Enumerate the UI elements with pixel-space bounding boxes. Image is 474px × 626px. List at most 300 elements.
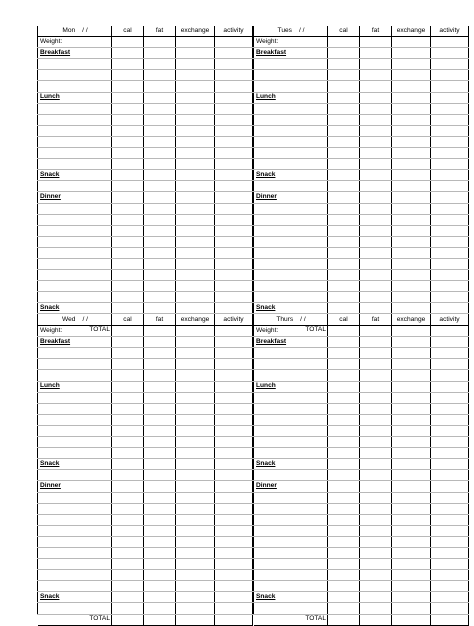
entry-cell[interactable]	[38, 125, 112, 136]
value-cell-fat[interactable]	[360, 181, 392, 192]
value-cell-fat[interactable]	[360, 258, 392, 269]
value-cell-fat[interactable]	[144, 425, 176, 436]
value-cell-exchange[interactable]	[176, 258, 215, 269]
value-cell-fat[interactable]	[144, 414, 176, 425]
value-cell-fat[interactable]	[144, 125, 176, 136]
value-cell-fat[interactable]	[360, 303, 392, 314]
value-cell-exchange[interactable]	[392, 181, 431, 192]
value-cell-fat[interactable]	[360, 192, 392, 203]
value-cell-exchange[interactable]	[392, 514, 431, 525]
value-cell-fat[interactable]	[360, 492, 392, 503]
entry-cell[interactable]	[38, 270, 112, 281]
value-cell-exchange[interactable]	[392, 370, 431, 381]
value-cell-exchange[interactable]	[392, 437, 431, 448]
value-cell-exchange[interactable]	[176, 592, 215, 603]
value-cell-cal[interactable]	[328, 348, 360, 359]
value-cell-fat[interactable]	[360, 437, 392, 448]
value-cell-activity[interactable]	[431, 292, 469, 303]
value-cell-activity[interactable]	[215, 492, 253, 503]
value-cell-exchange[interactable]	[176, 214, 215, 225]
value-cell-fat[interactable]	[144, 225, 176, 236]
value-cell-fat[interactable]	[144, 570, 176, 581]
value-cell-activity[interactable]	[431, 148, 469, 159]
value-cell-exchange[interactable]	[176, 48, 215, 59]
value-cell-exchange[interactable]	[176, 370, 215, 381]
value-cell-cal[interactable]	[112, 281, 144, 292]
value-cell-fat[interactable]	[360, 359, 392, 370]
value-cell-exchange[interactable]	[392, 225, 431, 236]
value-cell-activity[interactable]	[215, 481, 253, 492]
value-cell-cal[interactable]	[112, 192, 144, 203]
value-cell-cal[interactable]	[112, 403, 144, 414]
entry-cell[interactable]	[38, 214, 112, 225]
value-cell-activity[interactable]	[215, 247, 253, 258]
value-cell-cal[interactable]	[112, 525, 144, 536]
value-cell-fat[interactable]	[144, 159, 176, 170]
entry-cell[interactable]	[38, 236, 112, 247]
value-cell-activity[interactable]	[431, 203, 469, 214]
entry-cell[interactable]	[254, 203, 328, 214]
value-cell-cal[interactable]	[328, 359, 360, 370]
value-cell-fat[interactable]	[144, 181, 176, 192]
value-cell-activity[interactable]	[215, 159, 253, 170]
value-cell-cal[interactable]	[112, 359, 144, 370]
value-cell-cal[interactable]	[112, 614, 144, 625]
value-cell-fat[interactable]	[144, 70, 176, 81]
value-cell-fat[interactable]	[144, 326, 176, 337]
value-cell-fat[interactable]	[360, 603, 392, 614]
value-cell-exchange[interactable]	[176, 125, 215, 136]
value-cell-fat[interactable]	[360, 470, 392, 481]
value-cell-fat[interactable]	[360, 459, 392, 470]
entry-cell[interactable]	[38, 114, 112, 125]
value-cell-activity[interactable]	[431, 348, 469, 359]
value-cell-fat[interactable]	[360, 592, 392, 603]
value-cell-exchange[interactable]	[176, 348, 215, 359]
value-cell-activity[interactable]	[431, 70, 469, 81]
value-cell-activity[interactable]	[431, 159, 469, 170]
value-cell-fat[interactable]	[144, 547, 176, 558]
entry-cell[interactable]	[38, 525, 112, 536]
value-cell-cal[interactable]	[328, 303, 360, 314]
value-cell-activity[interactable]	[431, 359, 469, 370]
value-cell-activity[interactable]	[431, 303, 469, 314]
value-cell-activity[interactable]	[215, 136, 253, 147]
value-cell-cal[interactable]	[328, 136, 360, 147]
entry-cell[interactable]	[38, 425, 112, 436]
value-cell-activity[interactable]	[431, 470, 469, 481]
value-cell-exchange[interactable]	[392, 292, 431, 303]
value-cell-exchange[interactable]	[392, 337, 431, 348]
value-cell-cal[interactable]	[328, 559, 360, 570]
value-cell-exchange[interactable]	[176, 326, 215, 337]
value-cell-activity[interactable]	[431, 37, 469, 48]
value-cell-activity[interactable]	[215, 414, 253, 425]
value-cell-activity[interactable]	[215, 303, 253, 314]
value-cell-fat[interactable]	[144, 392, 176, 403]
value-cell-fat[interactable]	[360, 414, 392, 425]
value-cell-exchange[interactable]	[392, 326, 431, 337]
value-cell-activity[interactable]	[431, 592, 469, 603]
value-cell-cal[interactable]	[328, 592, 360, 603]
value-cell-fat[interactable]	[144, 136, 176, 147]
value-cell-cal[interactable]	[328, 492, 360, 503]
value-cell-cal[interactable]	[328, 103, 360, 114]
value-cell-exchange[interactable]	[392, 470, 431, 481]
value-cell-exchange[interactable]	[392, 270, 431, 281]
value-cell-cal[interactable]	[328, 92, 360, 103]
value-cell-activity[interactable]	[431, 581, 469, 592]
value-cell-fat[interactable]	[360, 59, 392, 70]
value-cell-fat[interactable]	[360, 514, 392, 525]
value-cell-fat[interactable]	[144, 614, 176, 625]
value-cell-cal[interactable]	[112, 348, 144, 359]
value-cell-fat[interactable]	[144, 48, 176, 59]
entry-cell[interactable]	[254, 525, 328, 536]
value-cell-exchange[interactable]	[176, 448, 215, 459]
value-cell-activity[interactable]	[431, 192, 469, 203]
value-cell-activity[interactable]	[431, 136, 469, 147]
value-cell-fat[interactable]	[144, 81, 176, 92]
value-cell-cal[interactable]	[112, 136, 144, 147]
entry-cell[interactable]	[38, 603, 112, 614]
value-cell-cal[interactable]	[112, 425, 144, 436]
value-cell-activity[interactable]	[431, 437, 469, 448]
value-cell-cal[interactable]	[328, 536, 360, 547]
value-cell-activity[interactable]	[215, 103, 253, 114]
entry-cell[interactable]	[254, 148, 328, 159]
value-cell-fat[interactable]	[360, 103, 392, 114]
value-cell-activity[interactable]	[431, 559, 469, 570]
value-cell-cal[interactable]	[112, 258, 144, 269]
value-cell-fat[interactable]	[144, 514, 176, 525]
value-cell-activity[interactable]	[431, 326, 469, 337]
entry-cell[interactable]	[254, 547, 328, 558]
value-cell-activity[interactable]	[431, 125, 469, 136]
entry-cell[interactable]	[254, 270, 328, 281]
value-cell-activity[interactable]	[215, 326, 253, 337]
value-cell-fat[interactable]	[360, 70, 392, 81]
value-cell-cal[interactable]	[328, 503, 360, 514]
value-cell-exchange[interactable]	[176, 559, 215, 570]
entry-cell[interactable]	[38, 81, 112, 92]
entry-cell[interactable]	[254, 225, 328, 236]
value-cell-fat[interactable]	[144, 370, 176, 381]
value-cell-activity[interactable]	[215, 225, 253, 236]
value-cell-activity[interactable]	[431, 247, 469, 258]
value-cell-exchange[interactable]	[392, 159, 431, 170]
entry-cell[interactable]	[38, 103, 112, 114]
value-cell-fat[interactable]	[144, 258, 176, 269]
value-cell-fat[interactable]	[144, 148, 176, 159]
value-cell-exchange[interactable]	[392, 503, 431, 514]
value-cell-exchange[interactable]	[392, 214, 431, 225]
value-cell-exchange[interactable]	[392, 392, 431, 403]
value-cell-activity[interactable]	[215, 470, 253, 481]
value-cell-activity[interactable]	[431, 481, 469, 492]
value-cell-exchange[interactable]	[392, 492, 431, 503]
value-cell-activity[interactable]	[215, 337, 253, 348]
value-cell-cal[interactable]	[328, 292, 360, 303]
value-cell-fat[interactable]	[360, 48, 392, 59]
value-cell-fat[interactable]	[360, 403, 392, 414]
value-cell-activity[interactable]	[431, 48, 469, 59]
value-cell-fat[interactable]	[360, 148, 392, 159]
value-cell-cal[interactable]	[112, 514, 144, 525]
value-cell-exchange[interactable]	[392, 603, 431, 614]
value-cell-activity[interactable]	[431, 236, 469, 247]
value-cell-exchange[interactable]	[392, 148, 431, 159]
value-cell-activity[interactable]	[215, 359, 253, 370]
value-cell-fat[interactable]	[360, 81, 392, 92]
value-cell-activity[interactable]	[431, 514, 469, 525]
value-cell-activity[interactable]	[215, 547, 253, 558]
value-cell-activity[interactable]	[215, 348, 253, 359]
value-cell-activity[interactable]	[431, 181, 469, 192]
value-cell-exchange[interactable]	[176, 92, 215, 103]
value-cell-cal[interactable]	[328, 192, 360, 203]
value-cell-fat[interactable]	[360, 292, 392, 303]
entry-cell[interactable]	[254, 503, 328, 514]
entry-cell[interactable]	[254, 214, 328, 225]
value-cell-cal[interactable]	[328, 247, 360, 258]
entry-cell[interactable]	[38, 136, 112, 147]
value-cell-cal[interactable]	[112, 414, 144, 425]
entry-cell[interactable]	[254, 514, 328, 525]
value-cell-activity[interactable]	[215, 536, 253, 547]
value-cell-activity[interactable]	[215, 448, 253, 459]
value-cell-cal[interactable]	[328, 114, 360, 125]
entry-cell[interactable]	[38, 225, 112, 236]
value-cell-exchange[interactable]	[176, 514, 215, 525]
value-cell-cal[interactable]	[328, 326, 360, 337]
value-cell-cal[interactable]	[112, 481, 144, 492]
value-cell-activity[interactable]	[215, 592, 253, 603]
value-cell-exchange[interactable]	[392, 414, 431, 425]
value-cell-exchange[interactable]	[392, 136, 431, 147]
value-cell-activity[interactable]	[215, 148, 253, 159]
value-cell-exchange[interactable]	[176, 392, 215, 403]
value-cell-exchange[interactable]	[392, 570, 431, 581]
value-cell-activity[interactable]	[215, 614, 253, 625]
value-cell-fat[interactable]	[360, 225, 392, 236]
value-cell-cal[interactable]	[112, 603, 144, 614]
value-cell-activity[interactable]	[215, 114, 253, 125]
value-cell-fat[interactable]	[144, 348, 176, 359]
entry-cell[interactable]	[38, 547, 112, 558]
value-cell-activity[interactable]	[215, 603, 253, 614]
entry-cell[interactable]	[254, 414, 328, 425]
value-cell-activity[interactable]	[215, 370, 253, 381]
value-cell-exchange[interactable]	[392, 103, 431, 114]
value-cell-cal[interactable]	[328, 525, 360, 536]
value-cell-cal[interactable]	[112, 470, 144, 481]
entry-cell[interactable]	[38, 570, 112, 581]
value-cell-cal[interactable]	[112, 536, 144, 547]
value-cell-cal[interactable]	[328, 125, 360, 136]
value-cell-fat[interactable]	[360, 481, 392, 492]
value-cell-activity[interactable]	[431, 114, 469, 125]
value-cell-cal[interactable]	[112, 559, 144, 570]
value-cell-cal[interactable]	[112, 581, 144, 592]
value-cell-activity[interactable]	[215, 170, 253, 181]
value-cell-activity[interactable]	[215, 258, 253, 269]
value-cell-exchange[interactable]	[176, 414, 215, 425]
value-cell-fat[interactable]	[360, 326, 392, 337]
value-cell-activity[interactable]	[431, 281, 469, 292]
value-cell-fat[interactable]	[144, 603, 176, 614]
value-cell-activity[interactable]	[431, 603, 469, 614]
entry-cell[interactable]	[38, 359, 112, 370]
value-cell-exchange[interactable]	[176, 337, 215, 348]
value-cell-activity[interactable]	[215, 514, 253, 525]
value-cell-cal[interactable]	[328, 414, 360, 425]
value-cell-activity[interactable]	[215, 125, 253, 136]
entry-cell[interactable]	[38, 258, 112, 269]
value-cell-activity[interactable]	[215, 503, 253, 514]
value-cell-fat[interactable]	[144, 59, 176, 70]
entry-cell[interactable]	[254, 70, 328, 81]
value-cell-fat[interactable]	[360, 170, 392, 181]
value-cell-fat[interactable]	[144, 437, 176, 448]
value-cell-fat[interactable]	[144, 281, 176, 292]
value-cell-fat[interactable]	[144, 203, 176, 214]
entry-cell[interactable]	[254, 492, 328, 503]
entry-cell[interactable]	[38, 392, 112, 403]
value-cell-activity[interactable]	[431, 536, 469, 547]
entry-cell[interactable]	[254, 114, 328, 125]
value-cell-activity[interactable]	[431, 403, 469, 414]
entry-cell[interactable]	[254, 448, 328, 459]
entry-cell[interactable]	[254, 348, 328, 359]
value-cell-cal[interactable]	[328, 614, 360, 625]
value-cell-fat[interactable]	[144, 236, 176, 247]
value-cell-fat[interactable]	[360, 247, 392, 258]
value-cell-cal[interactable]	[328, 459, 360, 470]
entry-cell[interactable]	[254, 136, 328, 147]
value-cell-fat[interactable]	[144, 470, 176, 481]
value-cell-cal[interactable]	[112, 448, 144, 459]
value-cell-activity[interactable]	[431, 103, 469, 114]
entry-cell[interactable]	[254, 392, 328, 403]
value-cell-exchange[interactable]	[176, 470, 215, 481]
entry-cell[interactable]	[38, 159, 112, 170]
entry-cell[interactable]	[254, 425, 328, 436]
value-cell-cal[interactable]	[112, 492, 144, 503]
value-cell-fat[interactable]	[360, 448, 392, 459]
entry-cell[interactable]	[38, 503, 112, 514]
value-cell-activity[interactable]	[431, 503, 469, 514]
value-cell-cal[interactable]	[328, 392, 360, 403]
value-cell-exchange[interactable]	[176, 136, 215, 147]
value-cell-cal[interactable]	[328, 236, 360, 247]
value-cell-cal[interactable]	[328, 59, 360, 70]
value-cell-exchange[interactable]	[392, 236, 431, 247]
value-cell-cal[interactable]	[328, 514, 360, 525]
value-cell-exchange[interactable]	[392, 303, 431, 314]
value-cell-activity[interactable]	[431, 81, 469, 92]
value-cell-cal[interactable]	[112, 70, 144, 81]
value-cell-cal[interactable]	[112, 337, 144, 348]
value-cell-cal[interactable]	[112, 48, 144, 59]
value-cell-fat[interactable]	[360, 425, 392, 436]
value-cell-activity[interactable]	[215, 70, 253, 81]
value-cell-exchange[interactable]	[176, 614, 215, 625]
entry-cell[interactable]	[38, 148, 112, 159]
value-cell-activity[interactable]	[215, 525, 253, 536]
value-cell-activity[interactable]	[215, 214, 253, 225]
value-cell-cal[interactable]	[112, 592, 144, 603]
value-cell-exchange[interactable]	[392, 170, 431, 181]
value-cell-cal[interactable]	[328, 270, 360, 281]
value-cell-exchange[interactable]	[392, 481, 431, 492]
value-cell-cal[interactable]	[112, 292, 144, 303]
value-cell-fat[interactable]	[144, 536, 176, 547]
value-cell-activity[interactable]	[431, 492, 469, 503]
entry-cell[interactable]	[38, 281, 112, 292]
entry-cell[interactable]	[254, 258, 328, 269]
entry-cell[interactable]	[254, 103, 328, 114]
value-cell-cal[interactable]	[112, 225, 144, 236]
entry-cell[interactable]	[254, 159, 328, 170]
value-cell-activity[interactable]	[215, 281, 253, 292]
value-cell-exchange[interactable]	[392, 281, 431, 292]
value-cell-cal[interactable]	[112, 236, 144, 247]
value-cell-fat[interactable]	[360, 503, 392, 514]
value-cell-exchange[interactable]	[176, 603, 215, 614]
value-cell-exchange[interactable]	[392, 448, 431, 459]
value-cell-fat[interactable]	[144, 114, 176, 125]
value-cell-activity[interactable]	[431, 214, 469, 225]
value-cell-cal[interactable]	[112, 148, 144, 159]
value-cell-cal[interactable]	[112, 125, 144, 136]
value-cell-fat[interactable]	[144, 481, 176, 492]
value-cell-activity[interactable]	[215, 425, 253, 436]
value-cell-cal[interactable]	[328, 581, 360, 592]
value-cell-activity[interactable]	[215, 381, 253, 392]
value-cell-cal[interactable]	[328, 170, 360, 181]
value-cell-exchange[interactable]	[176, 292, 215, 303]
value-cell-fat[interactable]	[360, 281, 392, 292]
entry-cell[interactable]	[38, 348, 112, 359]
entry-cell[interactable]	[254, 292, 328, 303]
entry-cell[interactable]	[38, 247, 112, 258]
value-cell-exchange[interactable]	[176, 236, 215, 247]
value-cell-cal[interactable]	[112, 392, 144, 403]
value-cell-activity[interactable]	[215, 292, 253, 303]
value-cell-exchange[interactable]	[392, 381, 431, 392]
value-cell-exchange[interactable]	[176, 148, 215, 159]
entry-cell[interactable]	[38, 559, 112, 570]
value-cell-activity[interactable]	[431, 547, 469, 558]
value-cell-cal[interactable]	[112, 570, 144, 581]
entry-cell[interactable]	[254, 81, 328, 92]
value-cell-activity[interactable]	[431, 270, 469, 281]
value-cell-activity[interactable]	[431, 381, 469, 392]
value-cell-fat[interactable]	[144, 214, 176, 225]
value-cell-fat[interactable]	[144, 403, 176, 414]
value-cell-exchange[interactable]	[176, 247, 215, 258]
value-cell-exchange[interactable]	[392, 70, 431, 81]
value-cell-activity[interactable]	[215, 203, 253, 214]
value-cell-activity[interactable]	[431, 92, 469, 103]
entry-cell[interactable]	[254, 603, 328, 614]
value-cell-activity[interactable]	[215, 581, 253, 592]
value-cell-activity[interactable]	[215, 192, 253, 203]
value-cell-cal[interactable]	[328, 570, 360, 581]
entry-cell[interactable]	[38, 203, 112, 214]
value-cell-activity[interactable]	[215, 437, 253, 448]
